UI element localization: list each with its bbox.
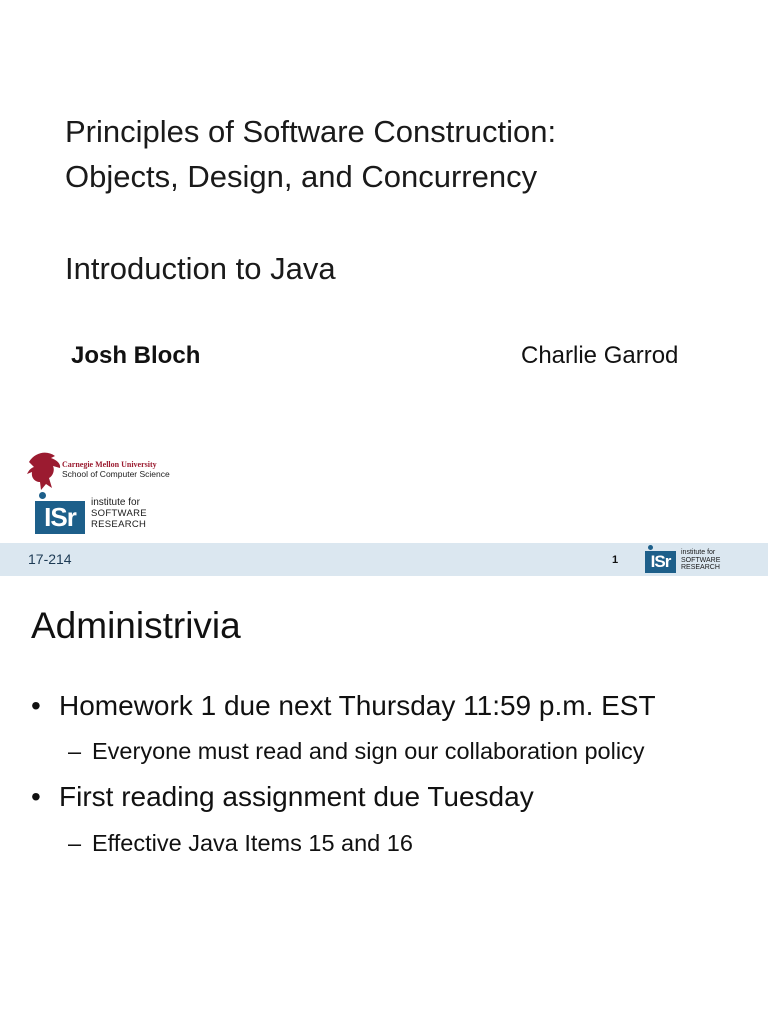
bullet-item (31, 688, 656, 724)
bullet-text: First reading assignment due Tuesday (59, 781, 534, 812)
footer-isr-text-line-3: RESEARCH (681, 564, 720, 571)
slide-number: 1 (612, 554, 619, 566)
bullet-text: Homework 1 due next Thursday 11:59 p.m. EST (59, 690, 656, 721)
griffin-icon (25, 448, 63, 492)
dash-icon: – (68, 738, 82, 764)
sub-bullet-item (68, 828, 413, 858)
cmu-logo (25, 448, 175, 494)
footer-bar (0, 543, 768, 576)
slide-2 (0, 576, 768, 1024)
course-number: 17-214 (28, 551, 72, 567)
author-josh-bloch: Josh Bloch (71, 342, 201, 369)
footer-isr-logo (645, 545, 735, 575)
subtitle: Introduction to Java (65, 251, 336, 286)
sub-bullet-text: Effective Java Items 15 and 16 (92, 830, 413, 856)
isr-text-line-1: institute for (91, 497, 140, 508)
title-line-1: Principles of Software Construction: (65, 114, 557, 149)
sub-bullet-item (68, 736, 645, 766)
footer-isr-dot (648, 545, 653, 550)
isr-text-line-3: RESEARCH (91, 519, 147, 530)
cmu-school: School of Computer Science (62, 469, 170, 479)
cmu-name: Carnegie Mellon University (62, 460, 157, 469)
isr-dot (39, 492, 46, 499)
author-charlie-garrod: Charlie Garrod (521, 342, 679, 369)
isr-mark: ISr (35, 501, 85, 534)
sub-bullet-text: Everyone must read and sign our collaboration policy (92, 738, 645, 764)
isr-logo (35, 492, 165, 538)
bullet-icon: • (31, 690, 41, 721)
footer-isr-text-line-2: SOFTWARE (681, 556, 721, 564)
footer-isr-text-line-1: institute for (681, 549, 716, 556)
bullet-item (31, 779, 534, 815)
slide-title: Administrivia (31, 605, 241, 646)
dash-icon: – (68, 830, 82, 856)
title-line-2: Objects, Design, and Concurrency (65, 159, 538, 194)
footer-isr-mark: ISr (645, 551, 676, 573)
isr-text-line-2: SOFTWARE (91, 508, 147, 519)
isr-text (91, 497, 147, 530)
footer-isr-text (681, 549, 720, 572)
bullet-icon: • (31, 781, 41, 812)
